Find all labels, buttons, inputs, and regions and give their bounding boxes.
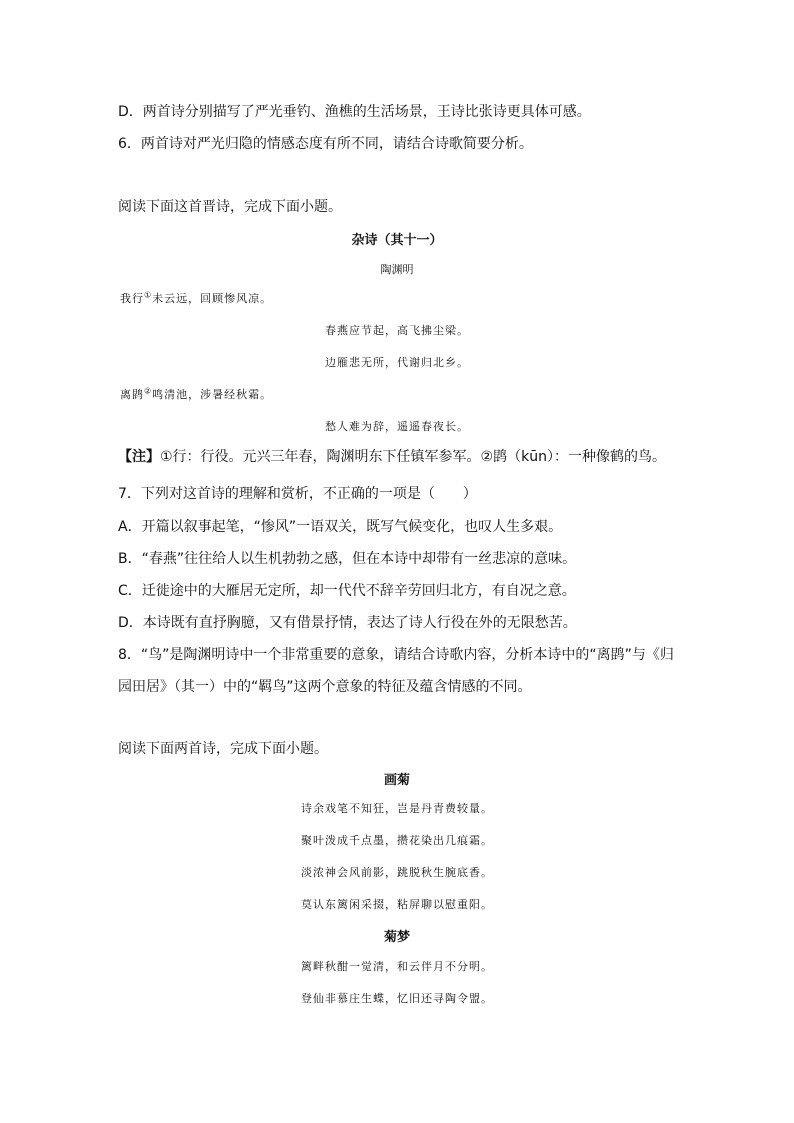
question-8-line-2: 园田居》（其一）中的“羁鸟”这两个意象的特征及蕴含情感的不同。 (118, 679, 532, 695)
q7-option-b: B．“春燕”往往给人以生机勃勃之感，但在本诗中却带有一丝悲凉的意味。 (118, 551, 577, 567)
poem-author: 陶渊明 (380, 263, 414, 276)
annotation (118, 446, 666, 466)
poem-line: 聚叶泼成千点墨，攒花染出几痕霜。 (301, 834, 493, 847)
verse-text: 我行 (120, 292, 144, 305)
reading-intro-1: 阅读下面这首晋诗，完成下面小题。 (118, 199, 342, 215)
poem-line: 诗余戏笔不知狂，岂是丹青费较量。 (301, 802, 493, 815)
question-7: 7．下列对这首诗的理解和赏析，不正确的一项是（ ） (118, 486, 477, 502)
poem-line: 篱畔秋酣一觉清，和云伴月不分明。 (301, 960, 493, 973)
poem-title: 画菊 (383, 773, 410, 788)
poem-line: 淡浓神会风前影，跳脱秋生腕底香。 (301, 866, 493, 879)
verse-text: 未云远，回顾惨风凉。 (152, 292, 273, 305)
poem-line: 登仙非慕庄生蝶，忆旧还寻陶令盟。 (301, 992, 493, 1005)
q5-option-d: D．两首诗分别描写了严光垂钓、渔樵的生活场景，王诗比张诗更具体可感。 (118, 104, 591, 120)
annotation-label: 【注】 (118, 449, 160, 465)
poem-line (120, 290, 272, 306)
annotation-text: ①行：行役。元兴三年春，陶渊明东下任镇军参军。②鹍（kūn）：一种像鹤的鸟。 (160, 449, 666, 465)
q7-option-a: A．开篇以叙事起笔，“惨风”一语双关，既写气候变化，也叹人生多艰。 (118, 519, 563, 535)
poem-title: 菊梦 (383, 930, 410, 945)
poem-title: 杂诗（其十一） (351, 233, 443, 248)
verse-text: 鸣清池，涉暑经秋霜。 (152, 388, 273, 401)
footnote-marker: ① (144, 290, 153, 300)
poem-line: 边雁悲无所，代谢归北乡。 (325, 356, 469, 369)
question-6: 6．两首诗对严光归隐的情感态度有所不同，请结合诗歌简要分析。 (118, 136, 533, 152)
poem-line: 愁人难为辞，遥遥春夜长。 (325, 420, 469, 433)
question-8-line-1: 8．“鸟”是陶渊明诗中一个非常重要的意象，请结合诗歌内容，分析本诗中的“离鹍”与《归 (118, 647, 674, 663)
poem-line: 莫认东篱闲采掇，粘屏聊以慰重阳。 (301, 898, 493, 911)
reading-intro-2: 阅读下面两首诗，完成下面小题。 (118, 741, 328, 757)
verse-text: 离鹍 (120, 388, 144, 401)
q7-option-d: D．本诗既有直抒胸臆，又有借景抒情，表达了诗人行役在外的无限愁苦。 (118, 615, 577, 631)
poem-line: 春燕应节起，高飞拂尘梁。 (325, 324, 469, 337)
footnote-marker: ② (144, 386, 153, 396)
poem-line (120, 386, 272, 402)
q7-option-c: C．迁徙途中的大雁居无定所，却一代代不辞辛劳回归北方，有自况之意。 (118, 583, 576, 599)
